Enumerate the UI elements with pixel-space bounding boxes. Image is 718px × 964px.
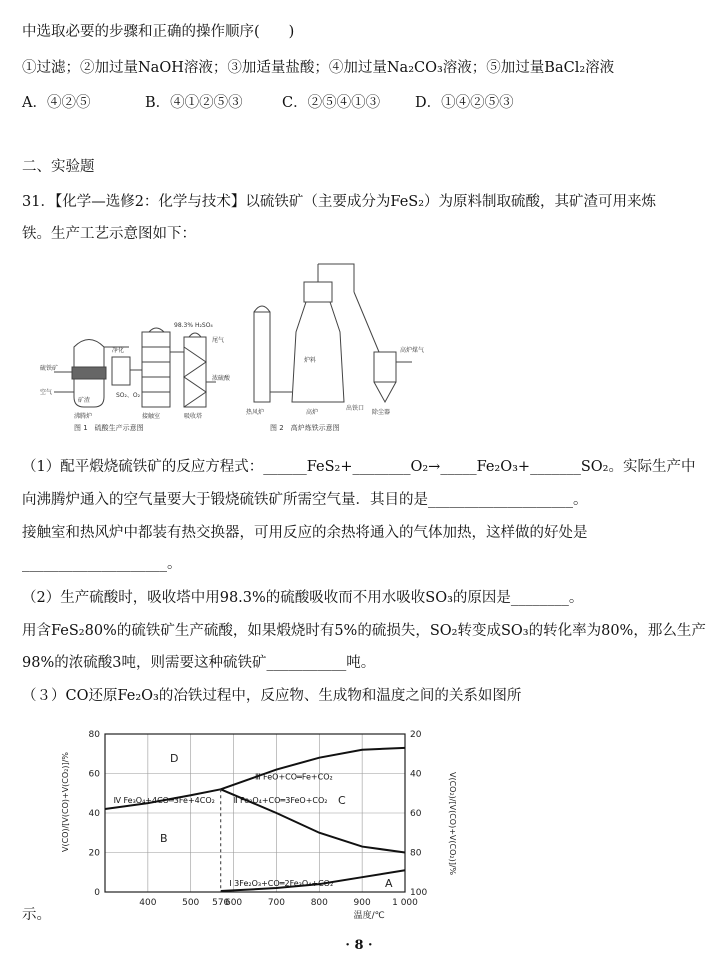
label-furnace: 沸腾炉 xyxy=(74,413,93,420)
label-purify: 净化 xyxy=(112,347,125,354)
y-tick-left: 20 xyxy=(88,848,100,859)
series-label: Ⅳ Fe₃O₄+4CO═3Fe+4CO₂ xyxy=(113,796,215,806)
y-axis-right-label: V(CO₂)/[V(CO)+V(CO₂)]/% xyxy=(448,772,457,876)
p2-line1: （2）生产硫酸时，吸收塔中用98.3%的硫酸吸收而不用水吸收SO₃的原因是________。 xyxy=(22,590,584,606)
p3-line1: （３）CO还原Fe₂O₃的冶铁过程中，反应物、生成物和温度之间的关系如图所 xyxy=(22,688,522,704)
page-number: · 8 · xyxy=(345,938,373,953)
label-contact: 接触室 xyxy=(142,413,161,420)
label-air: 空气 xyxy=(40,389,53,396)
x-tick-label: 500 xyxy=(182,898,200,908)
label-charge: 炉料 xyxy=(304,357,317,364)
label-acid: 98.3% H₂SO₄ xyxy=(174,322,213,329)
series-label: Ⅱ Fe₃O₄+CO═3FeO+CO₂ xyxy=(233,796,328,806)
x-tick-label: 400 xyxy=(139,898,157,908)
series-label: Ⅲ FeO+CO═Fe+CO₂ xyxy=(255,772,333,782)
region-c-label: C xyxy=(338,794,346,807)
q31-line2: 铁。生产工艺示意图如下： xyxy=(22,226,196,242)
label-tail: 尾气 xyxy=(212,337,225,344)
fig1-caption: 图 1 硫酸生产示意图 xyxy=(74,424,144,432)
x-tick-label: 700 xyxy=(267,898,286,908)
region-a-label: A xyxy=(385,877,393,890)
p1-line2: 向沸腾炉通入的空气量要大于锻烧硫铁矿所需空气量．其目的是____________________。 xyxy=(22,492,588,508)
p2-line2: 用含FeS₂80%的硫铁矿生产硫酸，如果煅烧时有5%的硫损失，SO₂转变成SO₃的转化率为80%，那么生产 xyxy=(22,623,706,639)
region-d-label: D xyxy=(170,752,179,765)
y-tick-right: 40 xyxy=(410,769,422,780)
co-reduction-chart xyxy=(50,712,480,922)
option-a: A．④②⑤ xyxy=(22,95,91,111)
question-steps: ①过滤；②加过量NaOH溶液；③加适量盐酸；④加过量Na₂CO₃溶液；⑤加过量BaCl₂溶液 xyxy=(22,60,615,76)
p1-line3: 接触室和热风炉中都装有热交换器，可用反应的余热将通入的气体加热，这样做的好处是 xyxy=(22,525,588,541)
series-label: Ⅰ 3Fe₂O₃+CO═2Fe₃O₄+CO₂ xyxy=(229,879,334,889)
label-gas: 高炉煤气 xyxy=(400,347,425,354)
label-hot-air: 热风炉 xyxy=(246,409,265,416)
label-ore: 硫铁矿 xyxy=(40,365,59,372)
y-tick-left: 80 xyxy=(88,730,100,740)
x-tick-label: 1 000 xyxy=(392,898,418,908)
label-iron: 出铁口 xyxy=(346,405,365,412)
series-line xyxy=(221,748,405,789)
label-dust: 除尘器 xyxy=(372,409,391,416)
x-tick-label: 600 xyxy=(224,898,243,908)
x-axis-label: 温度/℃ xyxy=(353,911,385,921)
x-tick-label: 800 xyxy=(310,898,328,908)
label-blast: 高炉 xyxy=(306,409,319,416)
option-c: C．②⑤④①③ xyxy=(282,95,381,111)
y-tick-left: 60 xyxy=(88,769,100,780)
p2-line3: 98%的浓硫酸3吨，则需要这种硫铁矿___________吨。 xyxy=(22,655,376,671)
section-title: 二、实验题 xyxy=(22,159,95,175)
fig2-caption: 图 2 高炉炼铁示意图 xyxy=(270,424,340,432)
y-tick-right: 20 xyxy=(410,730,422,740)
p1-line4: ____________________。 xyxy=(22,556,182,572)
y-axis-left-label: V(CO)/[V(CO)+V(CO₂)]/% xyxy=(61,752,70,852)
y-tick-right: 60 xyxy=(410,809,422,819)
label-absorb: 吸收塔 xyxy=(184,413,203,420)
y-tick-left: 40 xyxy=(88,809,100,819)
option-d: D．①④②⑤③ xyxy=(415,95,514,111)
label-so2o2: SO₂、O₂ xyxy=(116,392,141,399)
p1-line1: （1）配平煅烧硫铁矿的反应方程式：______FeS₂+________O₂→_____Fe₂O₃+_______SO₂。实际生产中 xyxy=(22,459,696,475)
x-tick-label: 570 xyxy=(212,898,230,908)
x-tick-label: 900 xyxy=(353,898,371,908)
label-slag: 矿渣 xyxy=(78,397,91,404)
region-b-label: B xyxy=(160,832,168,845)
q31-line1: 31．【化学—选修2：化学与技术】以硫铁矿（主要成分为FeS₂）为原料制取硫酸，其矿渣可用来炼 xyxy=(22,194,657,210)
y-tick-left: 0 xyxy=(94,888,100,898)
question-stem-prev: 中选取必要的步骤和正确的操作顺序( ) xyxy=(22,24,295,40)
y-tick-right: 100 xyxy=(410,888,428,898)
label-product: 浓硫酸 xyxy=(212,375,231,382)
option-b: B．④①②⑤③ xyxy=(145,95,243,111)
p3-line2: 示。 xyxy=(22,907,51,923)
process-diagram xyxy=(34,252,434,434)
y-tick-right: 80 xyxy=(410,848,422,859)
